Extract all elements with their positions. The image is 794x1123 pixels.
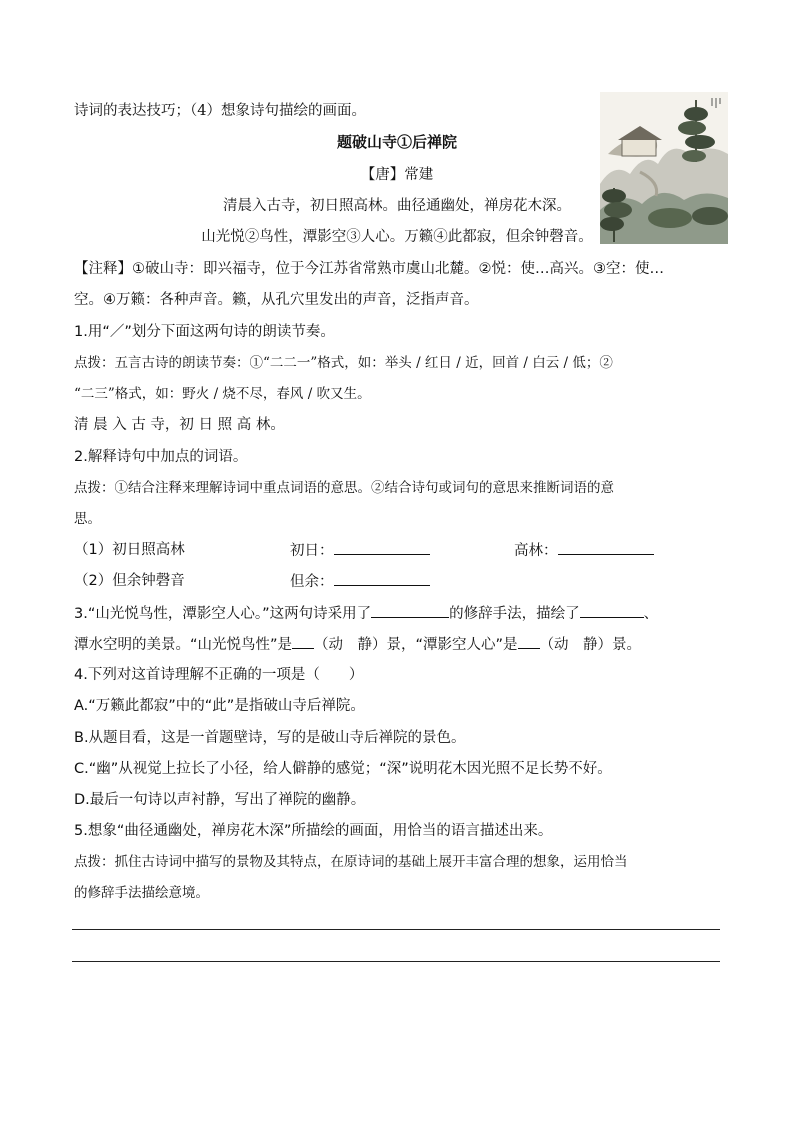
q2-item-1-answer-a [290, 540, 430, 561]
q3-part-2: 的修辞手法，描绘了 [449, 606, 580, 622]
q1-question: 1.用“／”划分下面这两句诗的朗读节奏。 [74, 324, 335, 340]
q1-verse: 清 晨 入 古 寺，初 日 照 高 林。 [74, 417, 285, 433]
q2-item-1-label-a: 初日： [290, 543, 334, 559]
q3-part-3: 、 [643, 606, 659, 622]
q3-line-2-b: （动 静）景，“潭影空人心”是 [314, 637, 518, 653]
q3-line-2-c: （动 静）景。 [539, 637, 642, 653]
q4-option-d[interactable]: D.最后一句诗以声衬静，写出了禅院的幽静。 [74, 792, 366, 808]
q2-item-1-label-b: 高林： [514, 543, 558, 559]
q5-answer-line-2[interactable] [72, 961, 720, 962]
q4-option-a[interactable]: A.“万籁此都寂”中的“此”是指破山寺后禅院。 [74, 698, 365, 714]
notes-line-1: 【注释】①破山寺：即兴福寺，位于今江苏省常熟市虞山北麓。②悦：使…高兴。③空：使… [74, 261, 664, 277]
q2-question: 2.解释诗句中加点的词语。 [74, 449, 248, 465]
q3-line-1 [74, 603, 658, 624]
q2-item-1: （1）初日照高林 [74, 542, 185, 558]
q2-item-2-blank-a[interactable] [334, 571, 430, 586]
q2-item-2-answer-a [290, 571, 430, 592]
q3-blank-dong-jing-2[interactable] [518, 634, 540, 649]
q2-item-1-answer-b [514, 540, 654, 561]
q4-option-c[interactable]: C.“幽”从视觉上拉长了小径，给人僻静的感觉；“深”说明花木因光照不足长势不好。 [74, 761, 612, 777]
poem-line-2: 山光悦②鸟性，潭影空③人心。万籁④此都寂，但余钟磬音。 [201, 229, 593, 245]
q3-blank-rhetoric[interactable] [371, 603, 449, 618]
q2-item-1-blank-a[interactable] [334, 540, 430, 555]
q4-option-b[interactable]: B.从题目看，这是一首题壁诗，写的是破山寺后禅院的景色。 [74, 730, 466, 746]
q2-tip-2: 思。 [74, 511, 101, 527]
q3-line-2 [74, 634, 641, 655]
poem-title: 题破山寺①后禅院 [336, 133, 457, 151]
q5-tip-2: 的修辞手法描绘意境。 [74, 885, 209, 901]
q3-blank-scene[interactable] [580, 603, 644, 618]
q5-answer-line-1[interactable] [72, 929, 720, 930]
q2-tip-1: 点拨：①结合注释来理解诗词中重点词语的意思。②结合诗句或词句的意思来推断词语的意 [74, 480, 614, 496]
notes-line-2: 空。④万籁：各种声音。籁，从孔穴里发出的声音，泛指声音。 [74, 292, 479, 308]
poem-line-1: 清晨入古寺，初日照高林。曲径通幽处，禅房花木深。 [223, 198, 571, 214]
q4-question: 4.下列对这首诗理解不正确的一项是（ ） [74, 667, 364, 683]
poem-author: 【唐】常建 [360, 167, 434, 183]
q2-item-1-blank-b[interactable] [558, 540, 654, 555]
q1-tip-2: “二三”格式，如：野火 / 烧不尽，春风 / 吹又生。 [74, 386, 371, 402]
q3-line-2-a: 潭水空明的美景。“山光悦鸟性”是 [74, 637, 293, 653]
q3-blank-dong-jing-1[interactable] [292, 634, 314, 649]
q2-item-2: （2）但余钟磬音 [74, 573, 185, 589]
q5-tip-1: 点拨：抓住古诗词中描写的景物及其特点，在原诗词的基础上展开丰富合理的想象，运用恰当 [74, 854, 628, 870]
q3-part-1: 3.“山光悦鸟性，潭影空人心。”这两句诗采用了 [74, 606, 372, 622]
q5-question: 5.想象“曲径通幽处，禅房花木深”所描绘的画面，用恰当的语言描述出来。 [74, 823, 553, 839]
intro-text: 诗词的表达技巧；（4）想象诗句描绘的画面。 [74, 103, 366, 119]
q1-tip-1: 点拨：五言古诗的朗读节奏：①“二二一”格式，如：举头 / 红日 / 近，回首 / 白云 / 低；② [74, 355, 613, 371]
q2-item-2-label-a: 但余： [290, 574, 334, 590]
